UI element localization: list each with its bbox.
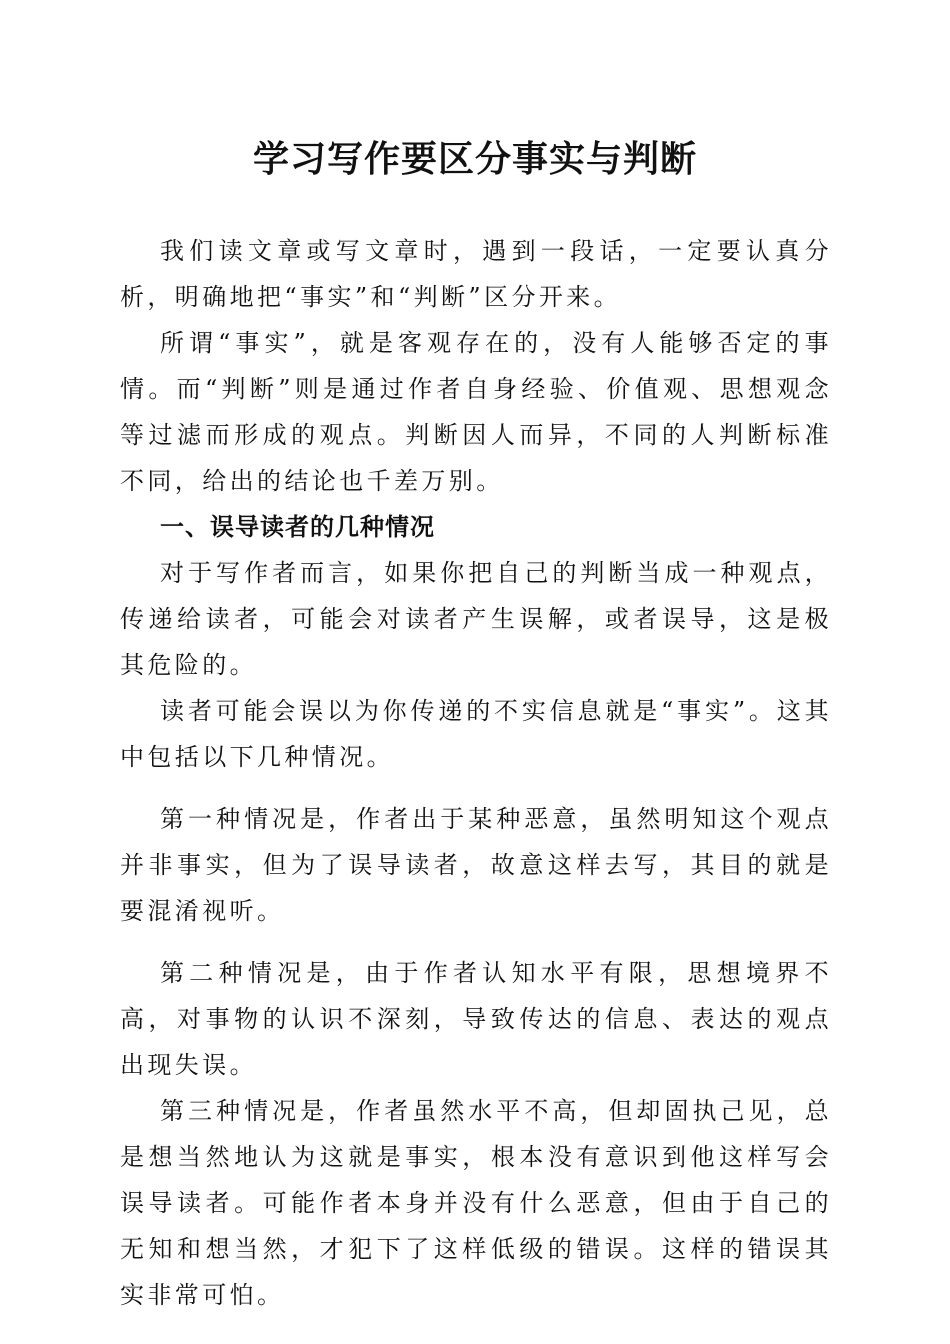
paragraph-case-three: 第三种情况是，作者虽然水平不高，但却固执己见，总是想当然地认为这就是事实，根本没有意识到他这样写会误导读者。可能作者本身并没有什么恶意，但由于自己的无知和想当然，才犯下了这样低级的错误。这样的错误其实非常可怕。 xyxy=(120,1097,832,1309)
paragraph-intro: 我们读文章或写文章时，遇到一段话，一定要认真分析，明确地把“事实”和“判断”区分开来。 xyxy=(120,237,832,311)
document-title: 学习写作要区分事实与判断 xyxy=(252,138,697,180)
section-heading: 一、误导读者的几种情况 xyxy=(160,513,435,541)
paragraph-case-two: 第二种情况是，由于作者认知水平有限，思想境界不高，对事物的认识不深刻，导致传达的信息、表达的观点出现失误。 xyxy=(120,959,832,1079)
paragraph-definition: 所谓“事实”，就是客观存在的，没有人能够否定的事情。而“判断”则是通过作者自身经验、价值观、思想观念等过滤而形成的观点。判断因人而异，不同的人判断标准不同，给出的结论也千差万别。 xyxy=(120,329,832,495)
paragraph-case-one: 第一种情况是，作者出于某种恶意，虽然明知这个观点并非事实，但为了误导读者，故意这样去写，其目的就是要混淆视听。 xyxy=(120,805,832,925)
paragraph-reader-misread: 读者可能会误以为你传递的不实信息就是“事实”。这其中包括以下几种情况。 xyxy=(120,697,832,771)
paragraph-writer-risk: 对于写作者而言，如果你把自己的判断当成一种观点，传递给读者，可能会对读者产生误解，或者误导，这是极其危险的。 xyxy=(120,559,832,679)
document-body xyxy=(120,228,832,1318)
